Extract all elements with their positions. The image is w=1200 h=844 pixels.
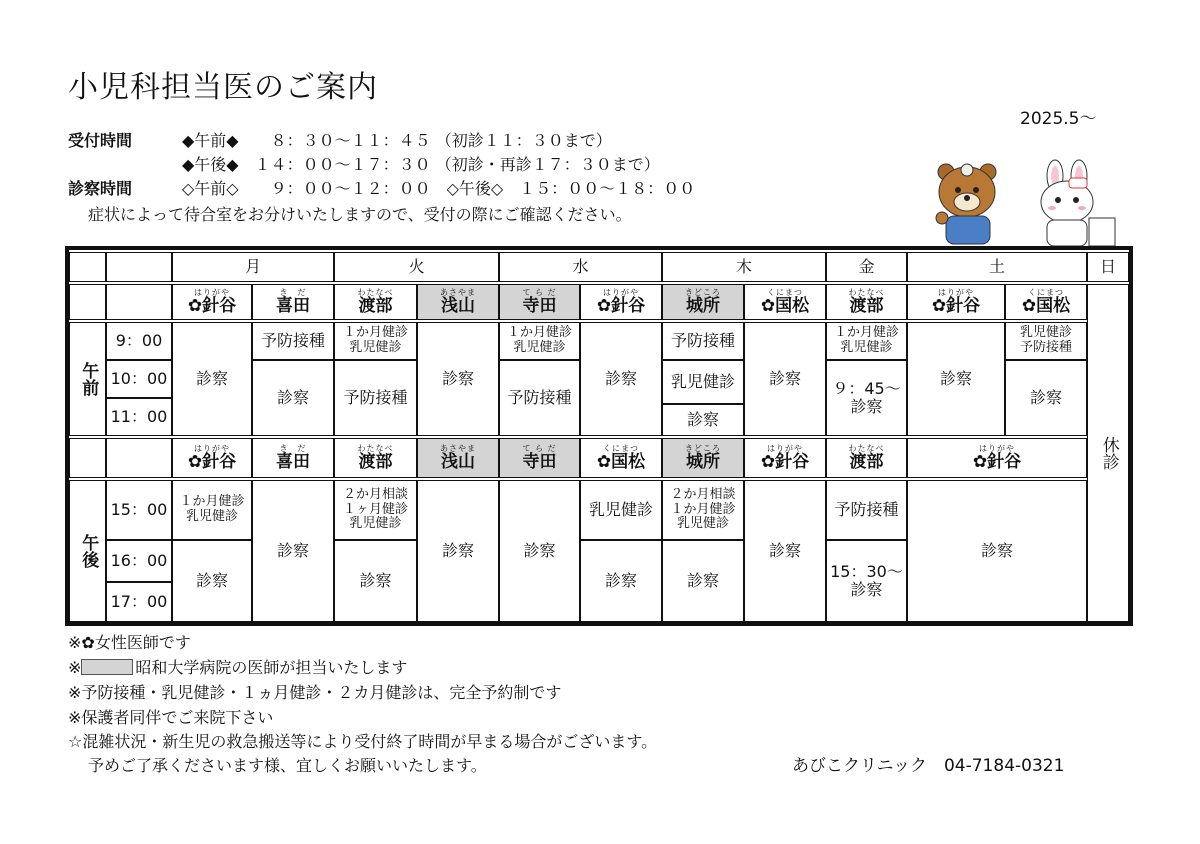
doctor-furigana: き だ (279, 444, 307, 453)
doctor-furigana: て ら だ (522, 444, 557, 453)
doctor-furigana: わたなべ (357, 288, 394, 297)
doctor-furigana: はりがや (938, 288, 974, 297)
consult-hours: ◇午前◇ ９：００〜１２：００ ◇午後◇ １５：００〜１８：００ (182, 179, 696, 198)
slot-text: 診察 (276, 387, 309, 407)
slot-cell (826, 540, 907, 622)
doctor-furigana: きどころ (685, 288, 721, 297)
slot-text: 乳児健診 (670, 371, 735, 391)
day-label: 土 (988, 256, 1005, 276)
slot-cell (744, 480, 826, 622)
day-label: 水 (572, 256, 589, 276)
slot-cell (662, 540, 744, 622)
cell-text: １か月健診 (179, 494, 245, 510)
doctor-cell (907, 284, 1005, 320)
cell-text: 診察 (850, 580, 883, 599)
doctor-furigana: わたなべ (357, 444, 394, 453)
day-header (172, 252, 334, 282)
slot-cell (744, 322, 826, 436)
slot-text: 診察 (195, 368, 228, 388)
slot-text: 予防接種 (343, 387, 408, 407)
doctor-name: ✿国松 (760, 296, 810, 316)
closed-label: 休診 (1098, 436, 1119, 470)
cell-text: 乳児健診 (676, 516, 729, 532)
rabbit-nurse-mascot (1025, 158, 1125, 248)
doctor-cell (580, 438, 662, 478)
doctor-cell (417, 438, 499, 478)
slot-text: 診察 (441, 540, 474, 560)
doctor-name: ✿国松 (596, 452, 646, 472)
doctor-cell (744, 284, 826, 320)
slot-text: 診察 (523, 540, 556, 560)
doctor-name: 寺田 (522, 296, 557, 316)
doctor-name: ✿針谷 (760, 452, 810, 472)
doctor-furigana: はりがや (194, 444, 230, 453)
doctor-name: ✿針谷 (931, 296, 981, 316)
slot-text: 乳児健診 (588, 499, 653, 519)
doctor-furigana: はりがや (194, 288, 230, 297)
note-showa-doctor (68, 655, 407, 678)
corner-cell (106, 284, 172, 320)
slot-cell (172, 322, 252, 436)
doctor-name: ✿針谷 (596, 296, 646, 316)
page-title: 小児科担当医のご案内 (68, 70, 378, 105)
time-cell (106, 398, 172, 436)
doctor-furigana: はりがや (603, 288, 639, 297)
waiting-room-notice: 症状によって待合室をお分けいたしますので、受付の際にご確認ください。 (88, 205, 632, 224)
slot-cell (662, 322, 744, 360)
slot-cell (1005, 322, 1087, 360)
slot-cell (334, 322, 417, 360)
doctor-furigana: あさやま (440, 444, 476, 453)
corner-cell (106, 438, 172, 478)
doctor-furigana: きどころ (685, 444, 721, 453)
cell-text: 乳児健診 (840, 340, 893, 355)
cell-text: ２か月相談 (342, 486, 408, 502)
slot-cell (334, 360, 417, 436)
cell-text: 乳児健診 (185, 509, 238, 524)
doctor-name: 喜田 (276, 452, 310, 472)
effective-date: 2025.5〜 (1020, 109, 1097, 129)
doctor-name: 浅山 (441, 296, 475, 316)
doctor-name: 渡部 (849, 452, 884, 472)
slot-cell (499, 480, 580, 622)
slot-text: 診察 (686, 570, 719, 590)
note-prefix: ※ (68, 658, 82, 677)
doctor-furigana: くにまつ (1028, 288, 1064, 297)
clinic-contact: あびこクリニック 04-7184-0321 (792, 756, 1065, 776)
slot-cell (1005, 360, 1087, 436)
time-label: 10：00 (110, 368, 168, 388)
doctor-cell (172, 284, 252, 320)
time-cell (106, 480, 172, 540)
slot-cell (172, 540, 252, 622)
doctor-furigana: あさやま (440, 288, 476, 297)
slot-cell (172, 480, 252, 540)
doctor-furigana: はりがや (979, 444, 1015, 453)
doctor-cell (334, 284, 417, 320)
period-pm (69, 480, 106, 622)
day-label: 金 (858, 256, 875, 276)
time-label: 11：00 (110, 406, 168, 426)
slot-cell (252, 480, 334, 622)
note-reservation: ※予防接種・乳児健診・１ヵ月健診・２カ月健診は、完全予約制です (68, 683, 562, 702)
note-showa-text: 昭和大学病院の医師が担当いたします (135, 658, 408, 677)
doctor-cell (826, 438, 907, 478)
corner-cell (69, 252, 106, 282)
period-label: 午後 (78, 534, 99, 568)
slot-text: 診察 (604, 368, 637, 388)
time-cell (106, 322, 172, 360)
slot-cell (417, 480, 499, 622)
slot-text: 診察 (1029, 387, 1062, 407)
period-label: 午前 (78, 362, 99, 396)
cell-text: 乳児健診 (1019, 325, 1072, 341)
doctor-name: 寺田 (522, 452, 557, 472)
cell-text: ２か月相談 (670, 486, 736, 502)
slot-cell (580, 322, 662, 436)
slot-cell (499, 322, 580, 360)
cell-text: 予防接種 (1019, 340, 1072, 355)
note-guardian: ※保護者同伴でご来院下さい (68, 708, 274, 727)
slot-cell (826, 322, 907, 360)
doctor-name: 浅山 (441, 452, 475, 472)
doctor-cell (499, 284, 580, 320)
time-cell (106, 582, 172, 622)
note-apology: 予めご了承くださいます様、宜しくお願いいたします。 (88, 756, 487, 775)
slot-cell (662, 360, 744, 404)
doctor-cell (744, 438, 826, 478)
slot-text: 予防接種 (260, 330, 325, 350)
doctor-name: ✿針谷 (187, 452, 237, 472)
doctor-name: 城所 (686, 452, 720, 472)
slot-text: 診察 (441, 368, 474, 388)
cell-text: 乳児健診 (349, 340, 402, 355)
doctor-name: 城所 (686, 296, 720, 316)
doctor-name: 渡部 (358, 452, 393, 472)
doctor-cell (1005, 284, 1087, 320)
slot-text: 予防接種 (834, 499, 899, 519)
sunday-closed (1087, 284, 1129, 622)
slot-cell (907, 322, 1005, 436)
slot-cell (334, 540, 417, 622)
day-header (334, 252, 499, 282)
day-label: 日 (1099, 256, 1116, 276)
doctor-cell (907, 438, 1087, 478)
doctor-cell (826, 284, 907, 320)
doctor-name: ✿針谷 (187, 296, 237, 316)
slot-cell (417, 322, 499, 436)
day-label: 木 (735, 256, 752, 276)
day-header (499, 252, 662, 282)
bear-doctor-mascot (930, 158, 1005, 246)
slot-text: 診察 (980, 540, 1013, 560)
doctor-name: 渡部 (358, 296, 393, 316)
doctor-furigana: くにまつ (603, 444, 639, 453)
doctor-cell (662, 284, 744, 320)
day-header (907, 252, 1087, 282)
reception-label: 受付時間 (68, 131, 133, 150)
cell-text: ９：45〜 (832, 378, 901, 398)
cell-text: 乳児健診 (349, 516, 402, 532)
note-congestion: ☆混雑状況・新生児の救急搬送等により受付終了時間が早まる場合がございます。 (68, 732, 658, 751)
day-header (826, 252, 907, 282)
day-label: 火 (408, 256, 425, 276)
cell-text: １ヶ月健診 (342, 501, 408, 517)
doctor-furigana: くにまつ (767, 288, 803, 297)
slot-text: 診察 (686, 409, 719, 429)
slot-text: 診察 (768, 540, 801, 560)
schedule-table (65, 246, 1133, 626)
doctor-cell (252, 438, 334, 478)
doctor-cell (417, 284, 499, 320)
doctor-furigana: き だ (279, 288, 307, 297)
corner-cell (69, 438, 106, 478)
reception-pm: ◆午後◆ １４：００〜１７：３０ （初診・再診１７：３０まで） (182, 155, 660, 174)
slot-text: 診察 (195, 570, 228, 590)
time-label: 9：00 (115, 330, 163, 350)
slot-cell (499, 360, 580, 436)
cell-text: １か月健診 (342, 325, 408, 341)
slot-text: 診察 (768, 368, 801, 388)
consult-label: 診察時間 (68, 179, 133, 198)
cell-text: １か月健診 (833, 325, 899, 341)
time-label: 17：00 (110, 591, 168, 611)
cell-text: 診察 (850, 397, 883, 416)
day-header (662, 252, 826, 282)
note-female-doctor: ※✿女性医師です (68, 633, 191, 652)
doctor-cell (499, 438, 580, 478)
reception-am: ◆午前◆ ８：３０〜１１：４５ （初診１１：３０まで） (182, 131, 612, 150)
doctor-cell (172, 438, 252, 478)
slot-cell (334, 480, 417, 540)
slot-text: 診察 (359, 570, 392, 590)
slot-cell (252, 360, 334, 436)
doctor-cell (662, 438, 744, 478)
corner-cell (69, 284, 106, 320)
doctor-furigana: わたなべ (848, 444, 885, 453)
day-label: 月 (244, 256, 261, 276)
slot-cell (252, 322, 334, 360)
cell-text: １か月健診 (670, 501, 736, 517)
slot-text: 予防接種 (507, 387, 572, 407)
doctor-cell (334, 438, 417, 478)
doctor-furigana: はりがや (767, 444, 803, 453)
slot-text: 診察 (276, 540, 309, 560)
doctor-cell (580, 284, 662, 320)
gray-legend-swatch (81, 659, 133, 675)
time-label: 15：00 (110, 499, 168, 519)
doctor-cell (252, 284, 334, 320)
day-header (1087, 252, 1129, 282)
slot-text: 予防接種 (670, 330, 735, 350)
slot-cell (580, 480, 662, 540)
doctor-name: ✿針谷 (972, 452, 1022, 472)
slot-text: 診察 (939, 368, 972, 388)
slot-text: 診察 (604, 570, 637, 590)
doctor-furigana: わたなべ (848, 288, 885, 297)
doctor-name: 渡部 (849, 296, 884, 316)
doctor-furigana: て ら だ (522, 288, 557, 297)
corner-cell (106, 252, 172, 282)
cell-text: １か月健診 (506, 325, 572, 341)
period-am (69, 322, 106, 436)
slot-cell (826, 480, 907, 540)
cell-text: 15：30〜 (830, 561, 903, 581)
slot-cell (826, 360, 907, 436)
doctor-name: 喜田 (276, 296, 310, 316)
time-label: 16：00 (110, 550, 168, 570)
time-cell (106, 360, 172, 398)
slot-cell (662, 404, 744, 436)
doctor-name: ✿国松 (1021, 296, 1071, 316)
cell-text: 乳児健診 (513, 340, 566, 355)
time-cell (106, 540, 172, 582)
slot-cell (907, 480, 1087, 622)
slot-cell (662, 480, 744, 540)
slot-cell (580, 540, 662, 622)
